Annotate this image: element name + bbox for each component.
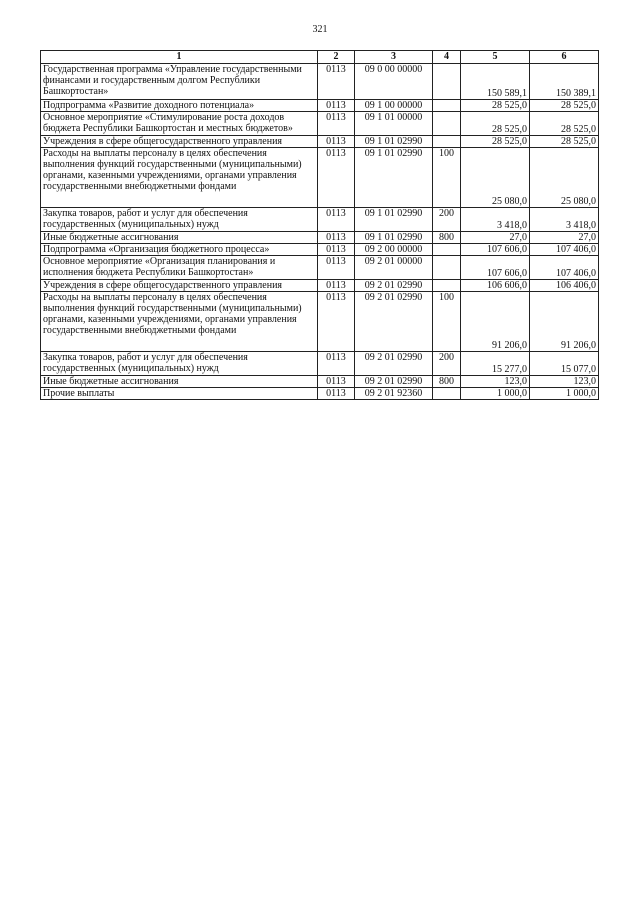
row-expense-type: 200 — [433, 208, 461, 232]
row-amount-1: 28 525,0 — [461, 112, 530, 136]
column-header-1: 1 — [41, 51, 318, 64]
table-row — [41, 148, 599, 208]
row-amount-1: 3 418,0 — [461, 208, 530, 232]
row-target-article: 09 2 01 02990 — [355, 376, 433, 388]
row-name: Основное мероприятие «Стимулирование роста доходов бюджета Республики Башкортостан и местных бюджетов» — [41, 112, 318, 136]
table-row — [41, 136, 599, 148]
table-row — [41, 100, 599, 112]
row-amount-2: 15 077,0 — [530, 352, 599, 376]
row-amount-2: 28 525,0 — [530, 112, 599, 136]
page-number: 321 — [312, 24, 328, 35]
row-target-article: 09 2 01 00000 — [355, 256, 433, 280]
row-amount-1: 25 080,0 — [461, 148, 530, 208]
row-target-article: 09 2 01 92360 — [355, 388, 433, 400]
row-target-article: 09 1 00 00000 — [355, 100, 433, 112]
row-name: Основное мероприятие «Организация планирования и исполнения бюджета Республики Башкортостан» — [41, 256, 318, 280]
row-section: 0113 — [318, 64, 355, 100]
row-name: Иные бюджетные ассигнования — [41, 232, 318, 244]
column-header-2: 2 — [318, 51, 355, 64]
row-name: Учреждения в сфере общегосударственного управления — [41, 280, 318, 292]
table-row — [41, 292, 599, 352]
row-name: Подпрограмма «Развитие доходного потенциала» — [41, 100, 318, 112]
row-expense-type — [433, 388, 461, 400]
row-amount-2: 28 525,0 — [530, 136, 599, 148]
row-name: Учреждения в сфере общегосударственного управления — [41, 136, 318, 148]
row-section: 0113 — [318, 112, 355, 136]
row-amount-2: 27,0 — [530, 232, 599, 244]
table-row — [41, 352, 599, 376]
table-row — [41, 376, 599, 388]
row-amount-2: 150 389,1 — [530, 64, 599, 100]
row-amount-2: 3 418,0 — [530, 208, 599, 232]
row-expense-type: 800 — [433, 376, 461, 388]
table-row — [41, 232, 599, 244]
row-name: Расходы на выплаты персоналу в целях обеспечения выполнения функций государственными (муниципальными) органами, казенными учреждениями, органами управления государственными внебюджетными фондами — [41, 148, 318, 208]
row-amount-1: 15 277,0 — [461, 352, 530, 376]
row-section: 0113 — [318, 208, 355, 232]
row-expense-type: 100 — [433, 292, 461, 352]
row-expense-type — [433, 136, 461, 148]
row-expense-type: 200 — [433, 352, 461, 376]
row-section: 0113 — [318, 280, 355, 292]
row-target-article: 09 1 01 00000 — [355, 112, 433, 136]
row-expense-type: 800 — [433, 232, 461, 244]
row-section: 0113 — [318, 148, 355, 208]
row-target-article: 09 2 01 02990 — [355, 292, 433, 352]
row-name: Закупка товаров, работ и услуг для обеспечения государственных (муниципальных) нужд — [41, 208, 318, 232]
row-section: 0113 — [318, 256, 355, 280]
row-section: 0113 — [318, 376, 355, 388]
row-amount-1: 27,0 — [461, 232, 530, 244]
row-section: 0113 — [318, 388, 355, 400]
row-amount-2: 25 080,0 — [530, 148, 599, 208]
row-expense-type — [433, 64, 461, 100]
row-target-article: 09 2 00 00000 — [355, 244, 433, 256]
row-amount-2: 107 406,0 — [530, 244, 599, 256]
table-row — [41, 64, 599, 100]
row-section: 0113 — [318, 136, 355, 148]
table-header-row — [41, 51, 599, 64]
row-name: Закупка товаров, работ и услуг для обеспечения государственных (муниципальных) нужд — [41, 352, 318, 376]
row-amount-2: 107 406,0 — [530, 256, 599, 280]
row-expense-type — [433, 112, 461, 136]
table-row — [41, 112, 599, 136]
row-amount-2: 106 406,0 — [530, 280, 599, 292]
row-amount-1: 107 606,0 — [461, 256, 530, 280]
row-expense-type — [433, 100, 461, 112]
row-name: Государственная программа «Управление государственными финансами и государственным долгом Республики Башкортостан» — [41, 64, 318, 100]
column-header-5: 5 — [461, 51, 530, 64]
column-header-3: 3 — [355, 51, 433, 64]
row-target-article: 09 1 01 02990 — [355, 136, 433, 148]
column-header-6: 6 — [530, 51, 599, 64]
row-amount-1: 123,0 — [461, 376, 530, 388]
row-expense-type — [433, 256, 461, 280]
row-amount-1: 150 589,1 — [461, 64, 530, 100]
table-row — [41, 244, 599, 256]
row-expense-type: 100 — [433, 148, 461, 208]
row-section: 0113 — [318, 100, 355, 112]
row-name: Иные бюджетные ассигнования — [41, 376, 318, 388]
row-name: Прочие выплаты — [41, 388, 318, 400]
row-amount-1: 1 000,0 — [461, 388, 530, 400]
row-name: Подпрограмма «Организация бюджетного процесса» — [41, 244, 318, 256]
row-amount-2: 28 525,0 — [530, 100, 599, 112]
row-section: 0113 — [318, 244, 355, 256]
row-section: 0113 — [318, 292, 355, 352]
table-row — [41, 208, 599, 232]
row-target-article: 09 0 00 00000 — [355, 64, 433, 100]
row-amount-1: 28 525,0 — [461, 100, 530, 112]
row-name: Расходы на выплаты персоналу в целях обеспечения выполнения функций государственными (муниципальными) органами, казенными учреждениями, органами управления государственными внебюджетными фондами — [41, 292, 318, 352]
row-target-article: 09 2 01 02990 — [355, 280, 433, 292]
row-amount-2: 123,0 — [530, 376, 599, 388]
row-section: 0113 — [318, 232, 355, 244]
row-target-article: 09 1 01 02990 — [355, 232, 433, 244]
row-amount-1: 106 606,0 — [461, 280, 530, 292]
row-amount-2: 1 000,0 — [530, 388, 599, 400]
row-expense-type — [433, 244, 461, 256]
row-amount-1: 28 525,0 — [461, 136, 530, 148]
row-target-article: 09 2 01 02990 — [355, 352, 433, 376]
table-row — [41, 256, 599, 280]
row-section: 0113 — [318, 352, 355, 376]
budget-table — [40, 50, 599, 400]
column-header-4: 4 — [433, 51, 461, 64]
row-target-article: 09 1 01 02990 — [355, 148, 433, 208]
row-target-article: 09 1 01 02990 — [355, 208, 433, 232]
row-expense-type — [433, 280, 461, 292]
table-row — [41, 280, 599, 292]
row-amount-2: 91 206,0 — [530, 292, 599, 352]
table-row — [41, 388, 599, 400]
row-amount-1: 107 606,0 — [461, 244, 530, 256]
row-amount-1: 91 206,0 — [461, 292, 530, 352]
